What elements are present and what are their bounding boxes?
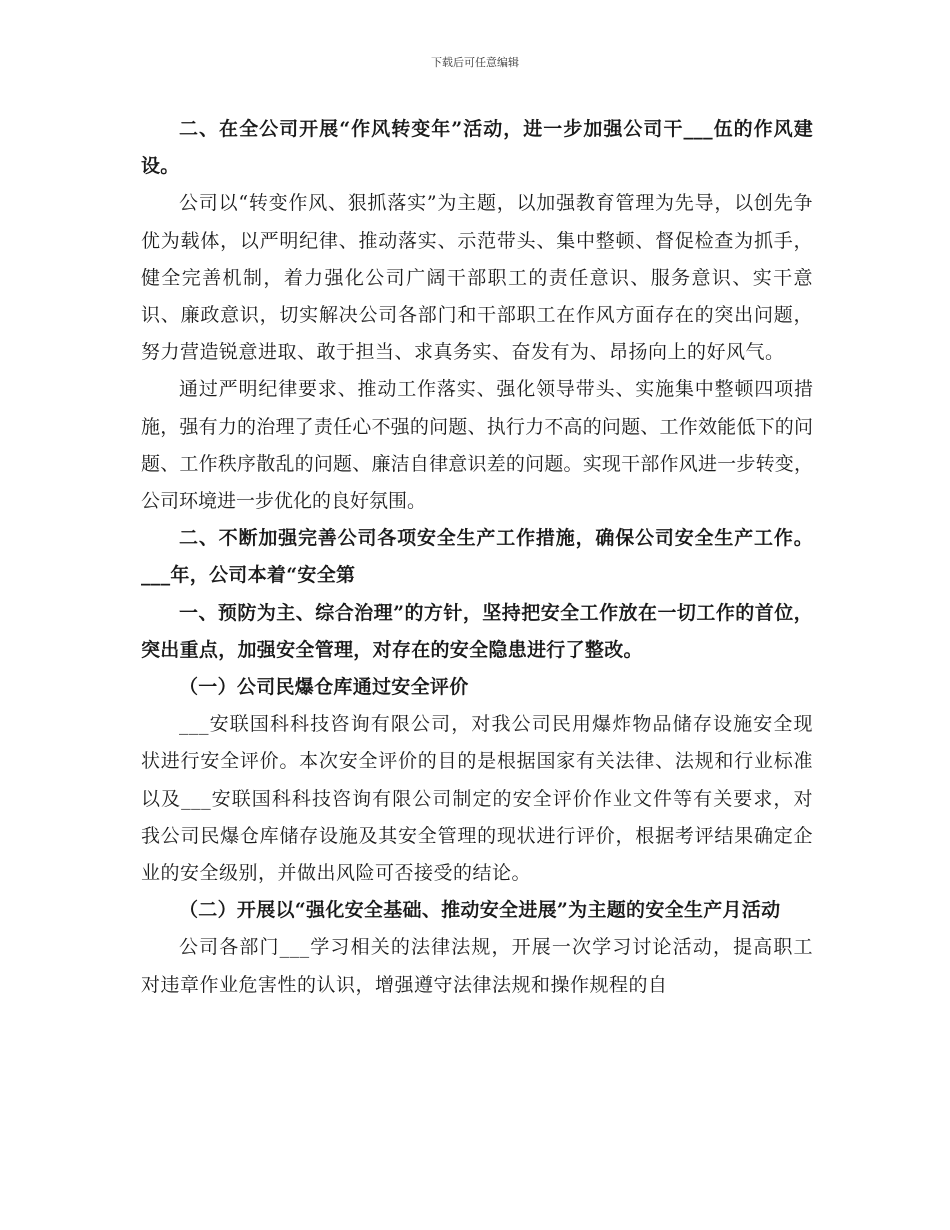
page-header: 下载后可任意编辑 bbox=[431, 56, 519, 69]
paragraph-four-measures: 通过严明纪律要求、推动工作落实、强化领导带头、实施集中整顿四项措施，强有力的治理了责任心不强的问题、执行力不高的问题、工作效能低下的问题、工作秩序散乱的问题、廉洁自律意识差的问题。实现干部作风进一步转变，公司环境进一步优化的良好氛围。 bbox=[141, 378, 813, 513]
paragraph-work-style-theme: 公司以“转变作风、狠抓落实”为主题，以加强教育管理为先导，以创先争优为载体，以严明纪律、推动落实、示范带头、集中整顿、督促检查为抓手，健全完善机制，着力强化公司广阔干部职工的责任意识、服务意识、实干意识、廉政意识，切实解决公司各部门和干部职工在作风方面存在的突出问题，努力营造锐意进取、敢于担当、求真务实、奋发有为、昂扬向上的好风气。 bbox=[141, 192, 813, 364]
document-body bbox=[141, 111, 813, 1004]
paragraph-safety-month: 公司各部门___学习相关的法律法规，开展一次学习讨论活动，提高职工对违章作业危害性的认识，增强遵守法律法规和操作规程的自 bbox=[141, 936, 813, 996]
section-heading-safety-production: 二、不断加强完善公司各项安全生产工作措施，确保公司安全生产工作。___年，公司本着“安全第 bbox=[141, 527, 813, 587]
subheading-safety-month: （二）开展以“强化安全基础、推动安全进展”为主题的安全生产月活动 bbox=[179, 899, 781, 922]
paragraph-safety-policy: 一、预防为主、综合治理”的方针，坚持把安全工作放在一切工作的首位，突出重点，加强安全管理，对存在的安全隐患进行了整改。 bbox=[141, 601, 813, 661]
subheading-warehouse-evaluation: （一）公司民爆仓库通过安全评价 bbox=[179, 676, 469, 699]
paragraph-warehouse-evaluation: ___安联国科科技咨询有限公司，对我公司民用爆炸物品储存设施安全现状进行安全评价。本次安全评价的目的是根据国家有关法律、法规和行业标准以及___安联国科科技咨询有限公司制定的安全评价作业文件等有关要求，对我公司民爆仓库储存设施及其安全管理的现状进行评价，根据考评结果确定企业的安全级别，并做出风险可否接受的结论。 bbox=[141, 713, 813, 885]
section-heading-work-style: 二、在全公司开展“作风转变年”活动，进一步加强公司干___伍的作风建设。 bbox=[141, 118, 813, 178]
